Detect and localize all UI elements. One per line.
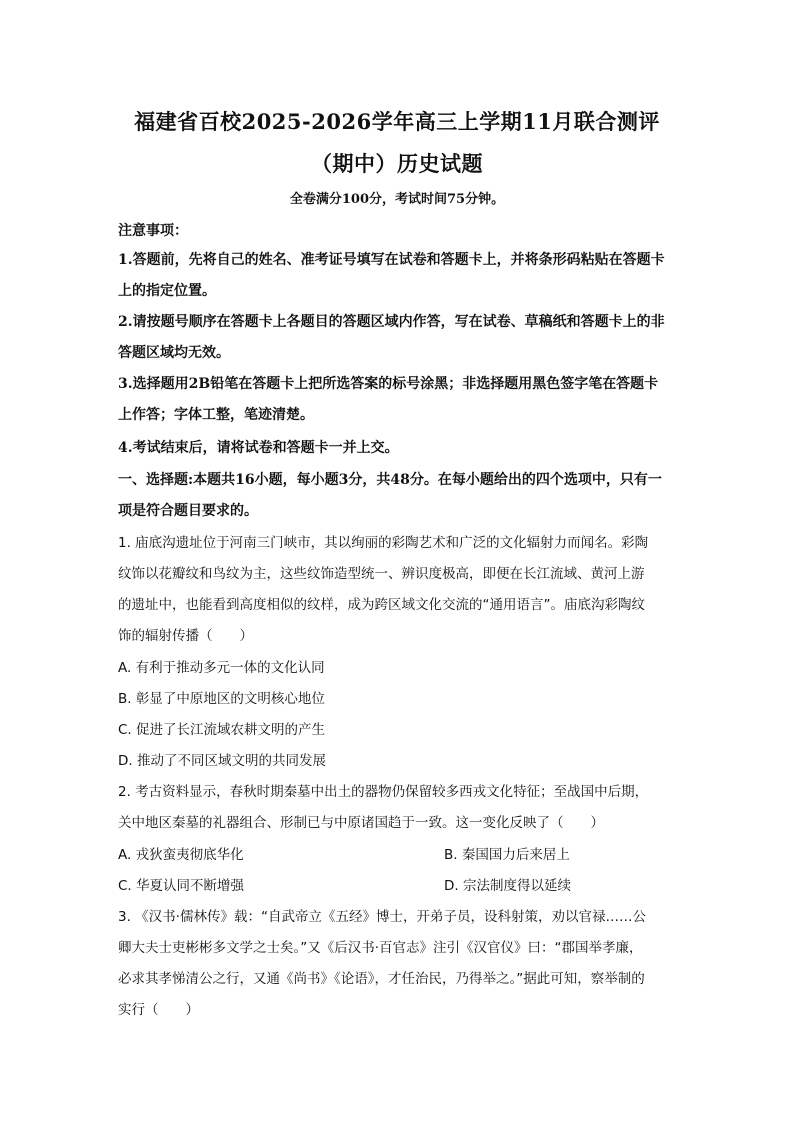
exam-subtitle: 全卷满分100分，考试时间75分钟。 bbox=[289, 192, 505, 207]
notice-line: 4.考试结束后，请将试卷和答题卡一并上交。 bbox=[118, 440, 399, 456]
notice-line: 答题区域均无效。 bbox=[118, 345, 230, 361]
notice-line: 上作答；字体工整，笔迹清楚。 bbox=[118, 407, 314, 423]
question-2-option-d: D. 宗法制度得以延续 bbox=[444, 878, 571, 894]
question-1-text: 纹饰以花瓣纹和鸟纹为主，这些纹饰造型统一、辨识度极高，即便在长江流域、黄河上游 bbox=[118, 566, 645, 582]
section-heading: 一、选择题:本题共16小题，每小题3分，共48分。在每小题给出的四个选项中，只有一 bbox=[118, 472, 662, 488]
question-2-option-a: A. 戎狄蛮夷彻底华化 bbox=[118, 847, 244, 863]
notice-heading: 注意事项： bbox=[118, 223, 188, 239]
notice-line: 3.选择题用2B铅笔在答题卡上把所选答案的标号涂黑；非选择题用黑色签字笔在答题卡 bbox=[118, 376, 659, 392]
exam-title-line2: （期中）历史试题 bbox=[311, 151, 483, 176]
question-1-option-b: B. 彰显了中原地区的文明核心地位 bbox=[118, 691, 325, 707]
exam-title-line1: 福建省百校2025-2026学年高三上学期11月联合测评 bbox=[134, 109, 660, 134]
question-3-text: 实行（ ） bbox=[118, 1002, 199, 1018]
question-3-text: 卿大夫士吏彬彬多文学之士矣。”又《后汉书·百官志》注引《汉官仪》曰：“郡国举孝廉， bbox=[118, 940, 643, 956]
section-heading-cont: 项是符合题目要求的。 bbox=[118, 503, 258, 519]
question-2-text: 2. 考古资料显示，春秋时期秦墓中出土的器物仍保留较多西戎文化特征；至战国中后期， bbox=[118, 784, 649, 800]
notice-line: 2.请按题号顺序在答题卡上各题目的答题区域内作答，写在试卷、草稿纸和答题卡上的非 bbox=[118, 314, 665, 330]
question-2-text: 关中地区秦墓的礼器组合、形制已与中原诸国趋于一致。这一变化反映了（ ） bbox=[118, 815, 604, 831]
question-2-option-c: C. 华夏认同不断增强 bbox=[118, 878, 245, 894]
question-1-text: 的遗址中，也能看到高度相似的纹样，成为跨区域文化交流的“通用语言”。庙底沟彩陶纹 bbox=[118, 597, 645, 613]
question-3-text: 必求其孝悌清公之行，又通《尚书》《论语》，才任治民，乃得举之。”据此可知，察举制的 bbox=[118, 971, 645, 987]
notice-line: 1.答题前，先将自己的姓名、准考证号填写在试卷和答题卡上，并将条形码粘贴在答题卡 bbox=[118, 252, 665, 268]
question-1-option-a: A. 有利于推动多元一体的文化认同 bbox=[118, 660, 325, 676]
question-2-option-b: B. 秦国国力后来居上 bbox=[444, 847, 570, 863]
question-3-text: 3. 《汉书·儒林传》载：“自武帝立《五经》博士，开弟子员，设科射策，劝以官禄……公 bbox=[118, 909, 646, 925]
question-1-text: 饰的辐射传播（ ） bbox=[118, 628, 253, 644]
notice-line: 上的指定位置。 bbox=[118, 283, 216, 299]
question-1-option-c: C. 促进了长江流域农耕文明的产生 bbox=[118, 722, 326, 738]
question-1-option-d: D. 推动了不同区域文明的共同发展 bbox=[118, 753, 326, 769]
question-1-text: 1. 庙底沟遗址位于河南三门峡市，其以绚丽的彩陶艺术和广泛的文化辐射力而闻名。彩陶 bbox=[118, 535, 649, 551]
